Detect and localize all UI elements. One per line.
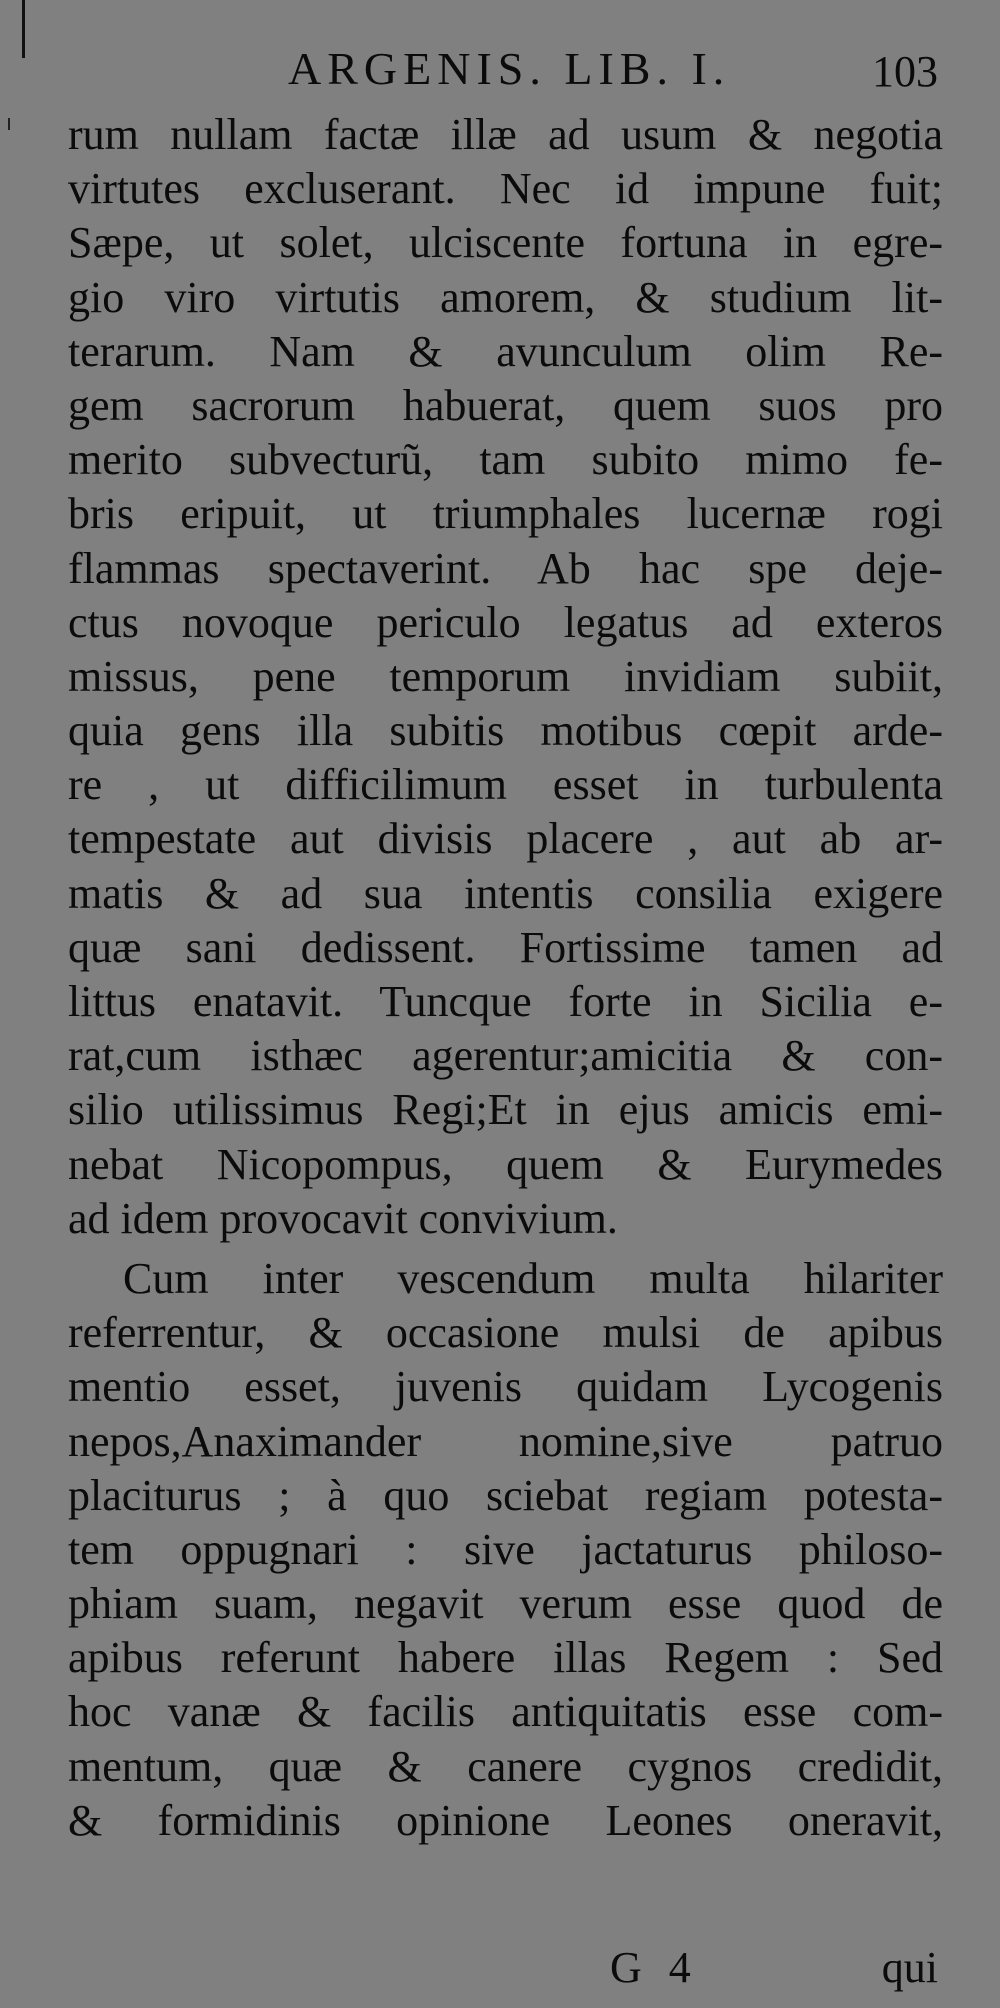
page-footer [0, 1943, 1000, 2008]
text-line: missus, pene temporum invidiam subiit, [68, 651, 943, 701]
signature-mark: G 4 [610, 1943, 691, 1992]
paragraph [68, 1252, 943, 1848]
text-line: nepos,Anaximander nomine,sive patruo [68, 1416, 943, 1466]
text-line: Cum inter vescendum multa hilariter [123, 1253, 943, 1303]
text-line: hoc vanæ & facilis antiquitatis esse com- [68, 1687, 943, 1737]
ink-speck [8, 118, 10, 130]
text-line: mentum, quæ & canere cygnos credidit, [68, 1741, 943, 1791]
text-line: quia gens illa subitis motibus cœpit arde- [68, 706, 943, 756]
text-line: gem sacrorum habuerat, quem suos pro [68, 380, 943, 430]
text-line: ctus novoque periculo legatus ad exteros [68, 597, 943, 647]
page-number: 103 [872, 47, 938, 96]
text-line: silio utilissimus Regi;Et in ejus amicis emi- [68, 1085, 943, 1135]
text-line: littus enatavit. Tuncque forte in Sicilia e- [68, 977, 943, 1026]
text-line: re , ut difficilimum esset in turbulenta [68, 760, 943, 810]
text-line: nebat Nicopompus, quem & Eurymedes [68, 1139, 943, 1189]
text-line: virtutes excluserant. Nec id impune fuit; [68, 164, 943, 214]
text-line: tem oppugnari : sive jactaturus philoso- [68, 1524, 943, 1574]
page-header [0, 42, 1000, 102]
text-line: Sæpe, ut solet, ulciscente fortuna in egre- [68, 218, 943, 268]
text-line: & formidinis opinione Leones oneravit, [68, 1795, 943, 1845]
text-line: bris eripuit, ut triumphales lucernæ rogi [68, 489, 943, 539]
text-line: merito subvecturũ, tam subito mimo fe- [68, 435, 943, 485]
text-line: gio viro virtutis amorem, & studium lit- [68, 272, 943, 322]
text-line: matis & ad sua intentis consilia exigere [68, 868, 943, 918]
text-line: phiam suam, negavit verum esse quod de [68, 1579, 943, 1629]
text-line: mentio esset, juvenis quidam Lycogenis [68, 1362, 943, 1412]
body-text [68, 108, 943, 1848]
catchword: qui [881, 1943, 938, 1992]
text-line: placiturus ; à quo sciebat regiam potesta- [68, 1470, 943, 1520]
text-line: referrentur, & occasione mulsi de apibus [68, 1308, 943, 1358]
text-line: tempestate aut divisis placere , aut ab ar- [68, 814, 943, 864]
text-line: rat,cum isthæc agerentur;amicitia & con- [68, 1031, 943, 1081]
text-line: flammas spectaverint. Ab hac spe deje- [68, 543, 943, 593]
text-line: ad idem provocavit convivium. [68, 1193, 618, 1243]
text-line: quæ sani dedissent. Fortissime tamen ad [68, 922, 943, 972]
running-title: ARGENIS. LIB. I. [288, 43, 731, 94]
text-line: rum nullam factæ illæ ad usum & negotia [68, 110, 943, 159]
text-line: apibus referunt habere illas Regem : Sed [68, 1633, 943, 1683]
paragraph [68, 108, 943, 1246]
text-line: terarum. Nam & avunculum olim Re- [68, 326, 943, 376]
